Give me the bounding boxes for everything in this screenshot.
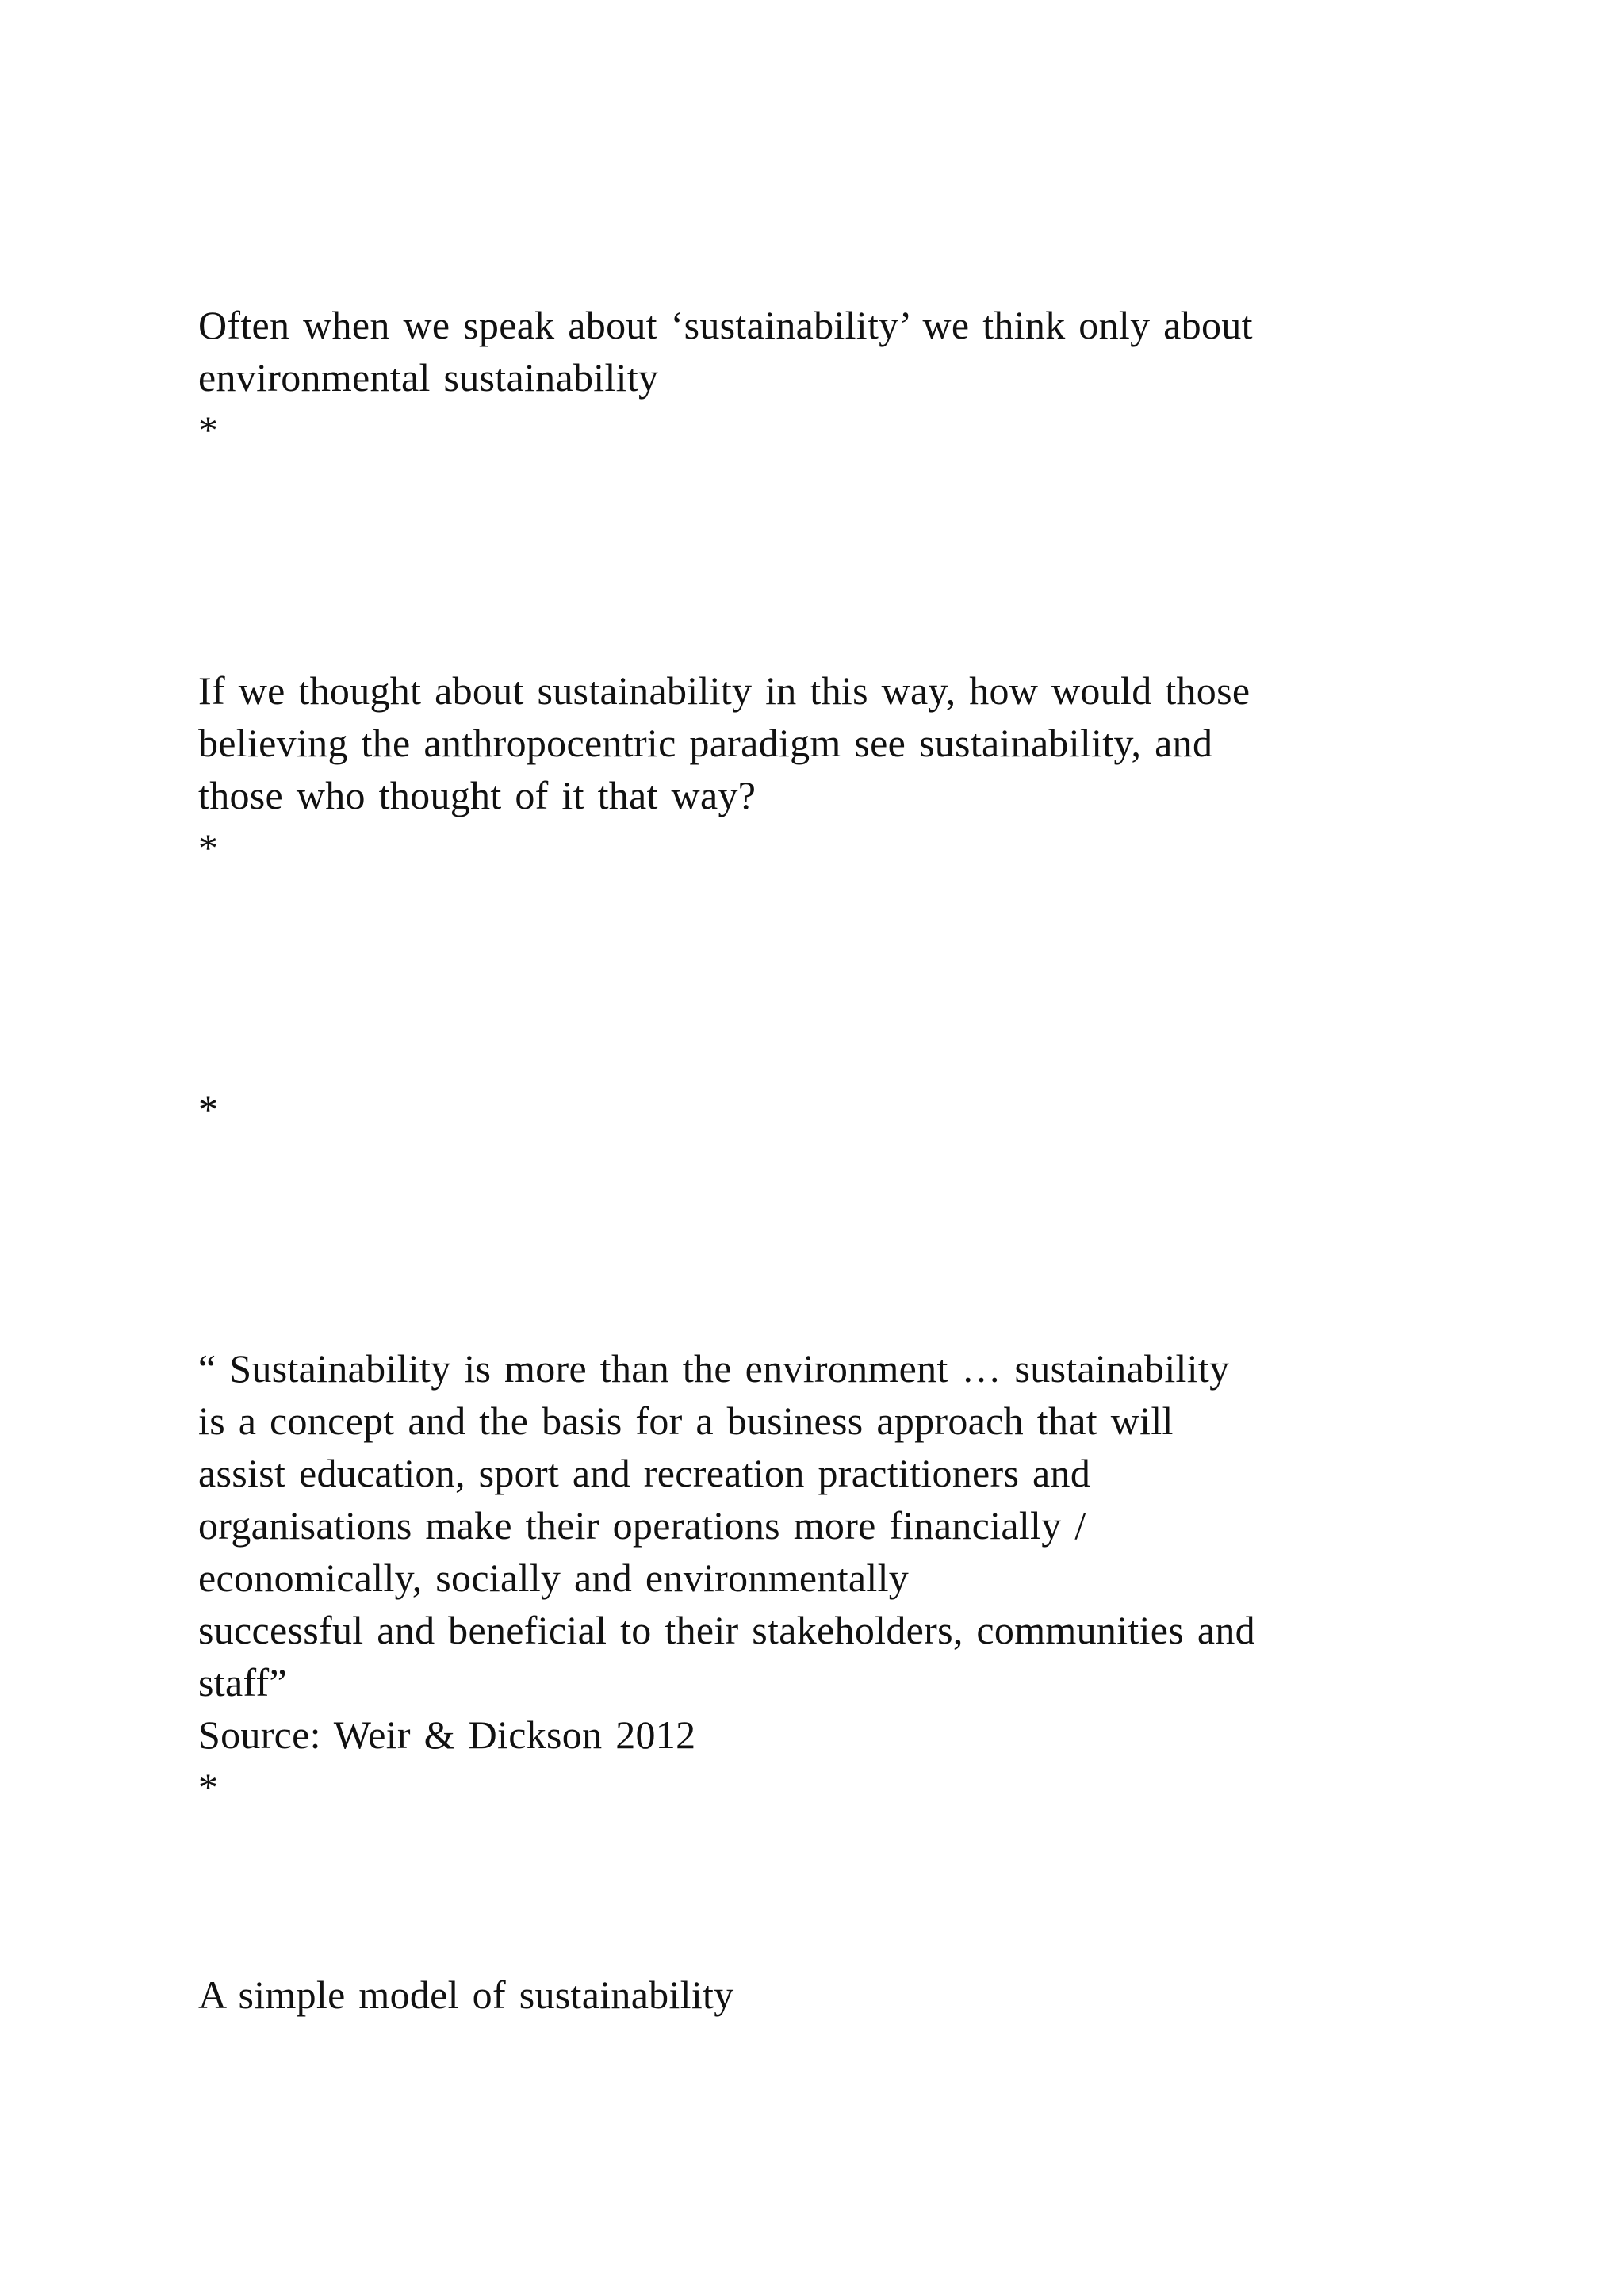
- slide-separator-2: *: [198, 825, 219, 870]
- paragraph-1-line-2: environmental sustainability: [198, 355, 659, 400]
- paragraph-2-line-3: those who thought of it that way?: [198, 773, 756, 817]
- paragraph-1-line-1: Often when we speak about ‘sustainability’ we think only about: [198, 303, 1253, 347]
- quote-line-5: economically, socially and environmentally: [198, 1556, 910, 1600]
- quote-line-6: successful and beneficial to their stakeholders, communities and: [198, 1608, 1255, 1652]
- slide-separator-4: *: [198, 1765, 219, 1809]
- quote-source: Source: Weir & Dickson 2012: [198, 1712, 696, 1757]
- quote-line-2: is a concept and the basis for a business approach that will: [198, 1399, 1174, 1443]
- slide-separator-3: *: [198, 1087, 219, 1131]
- quote-line-4: organisations make their operations more financially /: [198, 1503, 1086, 1548]
- quote-line-1: “ Sustainability is more than the environment … sustainability: [198, 1346, 1230, 1391]
- quote-line-3: assist education, sport and recreation practitioners and: [198, 1451, 1091, 1495]
- paragraph-2-line-1: If we thought about sustainability in this way, how would those: [198, 668, 1251, 713]
- quote-line-7: staff”: [198, 1660, 287, 1705]
- paragraph-2-line-2: believing the anthropocentric paradigm see sustainability, and: [198, 721, 1213, 765]
- section-heading: A simple model of sustainability: [198, 1973, 734, 2017]
- slide-separator-1: *: [198, 408, 219, 452]
